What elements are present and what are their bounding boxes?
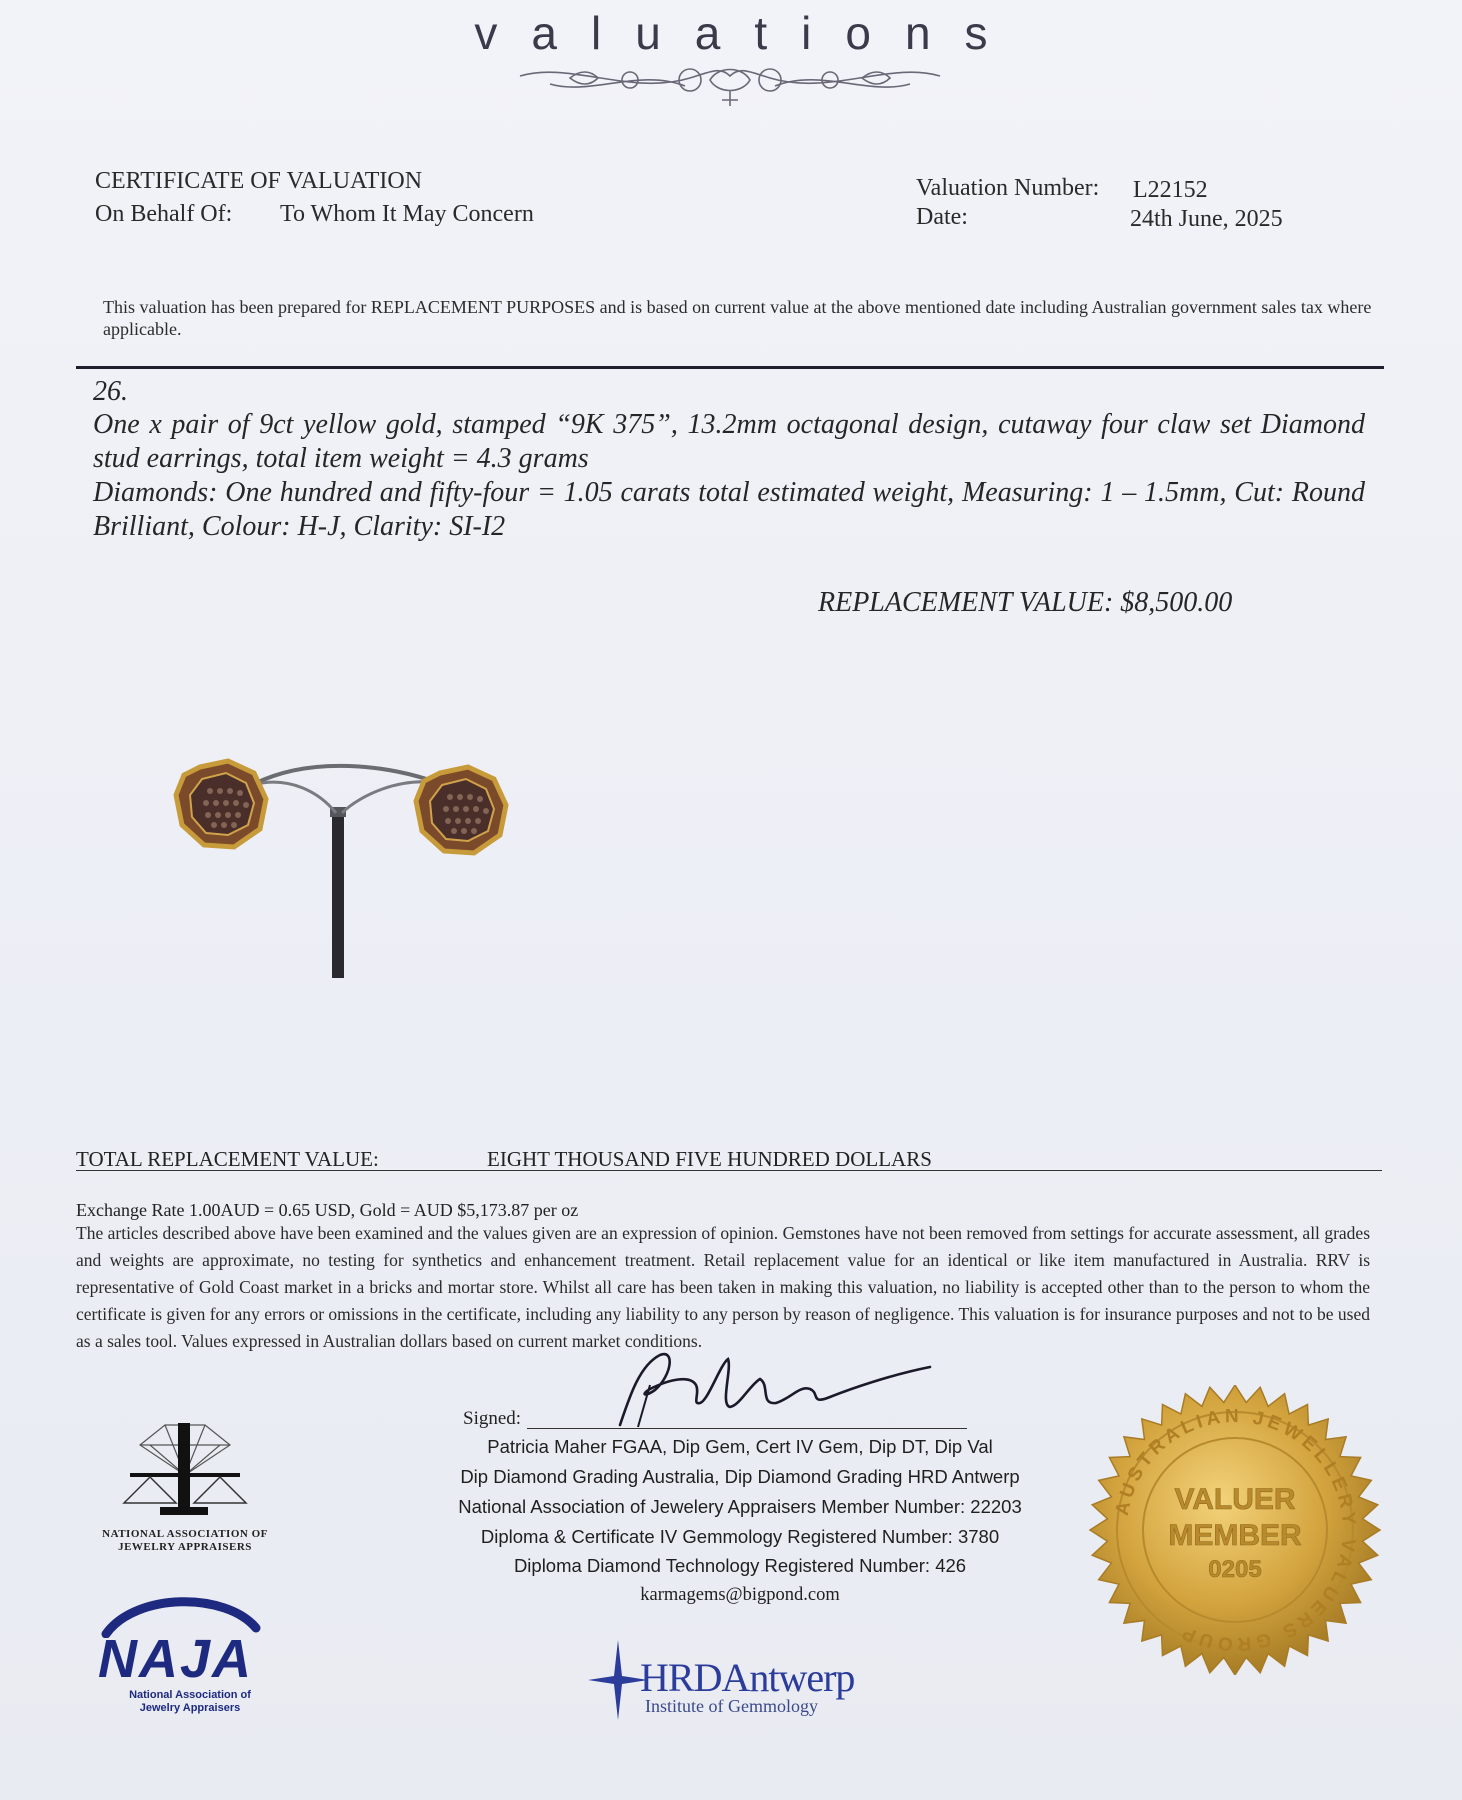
certificate-title: CERTIFICATE OF VALUATION: [95, 168, 423, 194]
ornament-flourish: [510, 56, 950, 112]
behalf-label: On Behalf Of:: [95, 201, 233, 227]
naja-member-number: National Association of Jewelery Appraisers Member Number: 22203: [458, 1496, 1022, 1517]
valuer-diamond-grading: Dip Diamond Grading Australia, Dip Diamond Grading HRD Antwerp: [460, 1466, 1020, 1487]
gemmology-registration: Diploma & Certificate IV Gemmology Registered Number: 3780: [480, 1526, 1000, 1547]
item-description: [93, 408, 1365, 544]
item-number: 26.: [93, 376, 128, 407]
earring-right: [416, 767, 506, 853]
date-value: 24th June, 2025: [1130, 206, 1283, 232]
purpose-note: This valuation has been prepared for REPLACEMENT PURPOSES and is based on current value at the above mentioned date including Australian government sales tax where applicable.: [103, 297, 1372, 339]
seal-valuer-text: VALUER: [1174, 1483, 1296, 1516]
total-value: EIGHT THOUSAND FIVE HUNDRED DOLLARS: [487, 1147, 932, 1171]
signed-label: Signed:: [463, 1408, 522, 1429]
disclaimer: The articles described above have been examined and the values given are an expression of opinion. Gemstones have not been removed from settings for accurate assessment, all grades and weights are approximate, no testing for synthetics and enhancement treatment. Retail replacement value for an identical or like item manufactured in Australia. RRV is representative of Gold Coast market in a bricks and mortar store. Whilst all care has been taken in making this valuation, no liability is accepted other than to the person to whom the certificate is given for any errors or omissions in the certificate, including any liability to any person by reason of negligence. This valuation is for insurance purposes and not to be used as a sales tool. Values expressed in Australian dollars based on current market conditions.: [76, 1223, 1370, 1351]
seal-ring-text: AUSTRALIAN JEWELLERY VALUERS GROUP: [1111, 1405, 1360, 1655]
item-replacement-value: REPLACEMENT VALUE: $8,500.00: [818, 587, 1233, 618]
naja-logo-word: NAJA: [98, 1629, 254, 1689]
valuer-credentials: Patricia Maher FGAA, Dip Gem, Cert IV Gem, Dip DT, Dip Val: [487, 1436, 993, 1457]
seal-member-text: MEMBER: [1168, 1519, 1302, 1552]
item-diamond-details: Diamonds: One hundred and fifty-four = 1.05 carats total estimated weight, Measuring: 1 – 1.5mm, Cut: Round Brilliant, Colour: H-J, Clarity: SI-I2: [93, 477, 1365, 542]
earring-left: [176, 761, 266, 847]
hrd-subtitle: Institute of Gemmology: [645, 1696, 818, 1716]
earrings-photo: [170, 755, 520, 980]
behalf-value: To Whom It May Concern: [280, 201, 534, 227]
naja-association-label: NATIONAL ASSOCIATION OF JEWELRY APPRAISERS: [102, 1528, 268, 1553]
header-divider: [76, 366, 1384, 369]
contact-email[interactable]: karmagems@bigpond.com: [640, 1585, 840, 1605]
total-label: TOTAL REPLACEMENT VALUE:: [76, 1147, 379, 1171]
valuer-member-gold-seal: [1080, 1385, 1390, 1675]
seal-number-text: 0205: [1208, 1556, 1262, 1583]
date-label: Date:: [916, 204, 968, 230]
hrd-antwerp-logo: HRDAntwerp: [640, 1655, 855, 1700]
item-description-line: One x pair of 9ct yellow gold, stamped “9K 375”, 13.2mm octagonal design, cutaway four claw set Diamond stud earrings, total item weight = 4.3 grams: [93, 409, 1365, 474]
handwritten-signature: [600, 1345, 940, 1435]
valuation-number-label: Valuation Number:: [916, 175, 1100, 201]
hrd-star-icon: [588, 1640, 648, 1720]
naja-subtitle: National Association of Jewelry Appraisers: [129, 1689, 251, 1714]
brand-wordmark: valuations: [474, 7, 1022, 59]
scales-icon: [120, 1415, 250, 1525]
exchange-rate: Exchange Rate 1.00AUD = 0.65 USD, Gold = AUD $5,173.87 per oz: [76, 1200, 579, 1220]
diamond-technology-registration: Diploma Diamond Technology Registered Number: 426: [513, 1555, 967, 1576]
valuation-number: L22152: [1133, 177, 1208, 203]
